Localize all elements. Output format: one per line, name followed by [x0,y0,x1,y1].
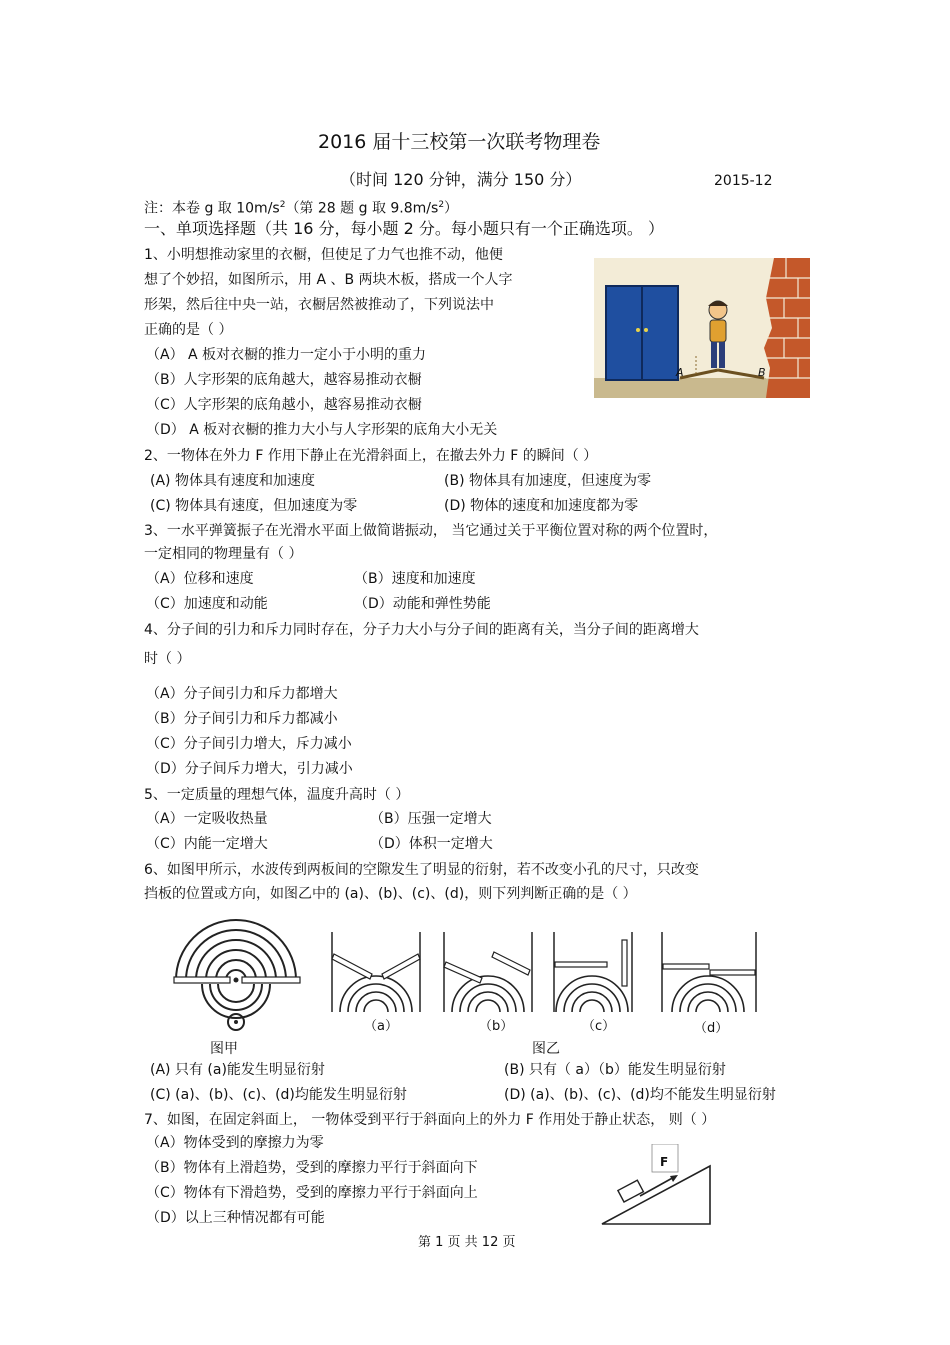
q7-option: （B）物体有上滑趋势，受到的摩擦力平行于斜面向下 [146,1160,478,1176]
q4-stem-line: 4、分子间的引力和斥力同时存在，分子力大小与分子间的距离有关，当分子间的距离增大 [144,622,699,638]
q1-stem-line: 形架，然后往中央一站，衣橱居然被推动了，下列说法中 [144,297,494,313]
note-suffix: ） [444,200,459,217]
q7-option: （A）物体受到的摩擦力为零 [146,1135,324,1151]
q1-stem-line: 想了个妙招，如图所示，用 A 、B 两块木板，搭成一个人字 [144,272,513,288]
q4-option: （A）分子间引力和斥力都增大 [146,686,338,702]
q6-sublabel: （d） [694,1021,729,1036]
exam-subtitle: （时间 120 分钟，满分 150 分） [340,170,582,189]
q6-figure-b [442,932,534,1014]
q2-stem: 2、一物体在外力 F 作用下静止在光滑斜面上，在撤去外力 F 的瞬间（ ） [144,448,598,464]
note-middle: （第 28 题 g 取 9.8m/s [285,200,439,217]
q6-figure-a [330,932,422,1014]
q6-option: (C) (a)、(b)、(c)、(d)均能发生明显衍射 [150,1087,407,1103]
q6-stem-line: 挡板的位置或方向，如图乙中的 (a)、(b)、(c)、(d)，则下列判断正确的是（ ） [144,886,637,902]
q5-option: （D）体积一定增大 [370,836,493,852]
q2-option: (B) 物体具有加速度，但速度为零 [444,473,651,489]
q5-option: （A）一定吸收热量 [146,811,268,827]
q3-option: （C）加速度和动能 [146,596,268,612]
q5-option: （B）压强一定增大 [370,811,492,827]
q1-option: （D） A 板对衣橱的推力大小与人字形架的底角大小无关 [146,422,498,438]
q1-option: （B）人字形架的底角越大，越容易推动衣橱 [146,372,422,388]
q2-option: (C) 物体具有速度，但加速度为零 [150,498,358,514]
q6-stem-line: 6、如图甲所示，水波传到两板间的空隙发生了明显的衍射，若不改变小孔的尺寸，只改变 [144,862,699,878]
note-superscript: 2 [438,200,445,210]
q4-stem-line: 时（ ） [144,651,191,667]
q7-option: （D）以上三种情况都有可能 [146,1210,325,1226]
figure-caption-yi: 图乙 [532,1041,560,1057]
q4-option: （D）分子间斥力增大，引力减小 [146,761,353,777]
q6-sublabel: （b） [479,1019,514,1034]
q6-option: (D) (a)、(b)、(c)、(d)均不能发生明显衍射 [504,1087,776,1103]
figure-caption-jia: 图甲 [210,1041,238,1057]
q2-option: (A) 物体具有速度和加速度 [150,473,315,489]
q6-figure-c [552,932,644,1014]
q4-option: （B）分子间引力和斥力都减小 [146,711,338,727]
q1-option: （A） A 板对衣橱的推力一定小于小明的重力 [146,347,427,363]
page-number: 第 1 页 共 12 页 [418,1235,516,1250]
q5-stem: 5、一定质量的理想气体，温度升高时（ ） [144,787,410,803]
exam-note [144,196,458,218]
q3-option: （B）速度和加速度 [354,571,476,587]
note-superscript: 2 [279,200,286,210]
q4-option: （C）分子间引力增大，斥力减小 [146,736,352,752]
q7-option: （C）物体有下滑趋势，受到的摩擦力平行于斜面向上 [146,1185,478,1201]
q1-stem-line: 正确的是（ ） [144,322,233,338]
q2-option: (D) 物体的速度和加速度都为零 [444,498,639,514]
q1-option: （C）人字形架的底角越小，越容易推动衣橱 [146,397,422,413]
q6-figure-d [660,932,760,1014]
q5-option: （C）内能一定增大 [146,836,268,852]
q6-option: (B) 只有（ a）（b）能发生明显衍射 [504,1062,726,1078]
section-heading: 一、单项选择题（共 16 分，每小题 2 分。每小题只有一个正确选项。 ） [144,219,664,238]
q1-board-label: A [676,366,684,379]
q7-force-label: F [660,1155,669,1169]
q6-sublabel: （a） [364,1019,398,1034]
q6-option: (A) 只有 (a)能发生明显衍射 [150,1062,325,1078]
q3-stem-line: 3、一水平弹簧振子在光滑水平面上做简谐振动， 当它通过关于平衡位置对称的两个位置时， [144,523,718,539]
q1-stem-line: 1、小明想推动家里的衣橱，但使足了力气也推不动，他便 [144,247,503,263]
q3-stem-line: 一定相同的物理量有（ ） [144,546,303,562]
q7-incline-figure [600,1144,714,1228]
q7-stem: 7、如图，在固定斜面上， 一物体受到平行于斜面向上的外力 F 作用处于静止状态， 则（ ） [144,1112,716,1128]
q3-option: （D）动能和弹性势能 [354,596,491,612]
note-prefix: 注：本卷 g 取 10m/s [144,200,280,217]
q6-figure-jia [166,914,308,1038]
q1-board-label: B [758,366,766,379]
q1-wardrobe-figure [594,258,810,398]
q3-option: （A）位移和速度 [146,571,254,587]
exam-title: 2016 届十三校第一次联考物理卷 [318,131,601,153]
q6-sublabel: （c） [582,1019,616,1034]
exam-date: 2015-12 [714,173,773,189]
